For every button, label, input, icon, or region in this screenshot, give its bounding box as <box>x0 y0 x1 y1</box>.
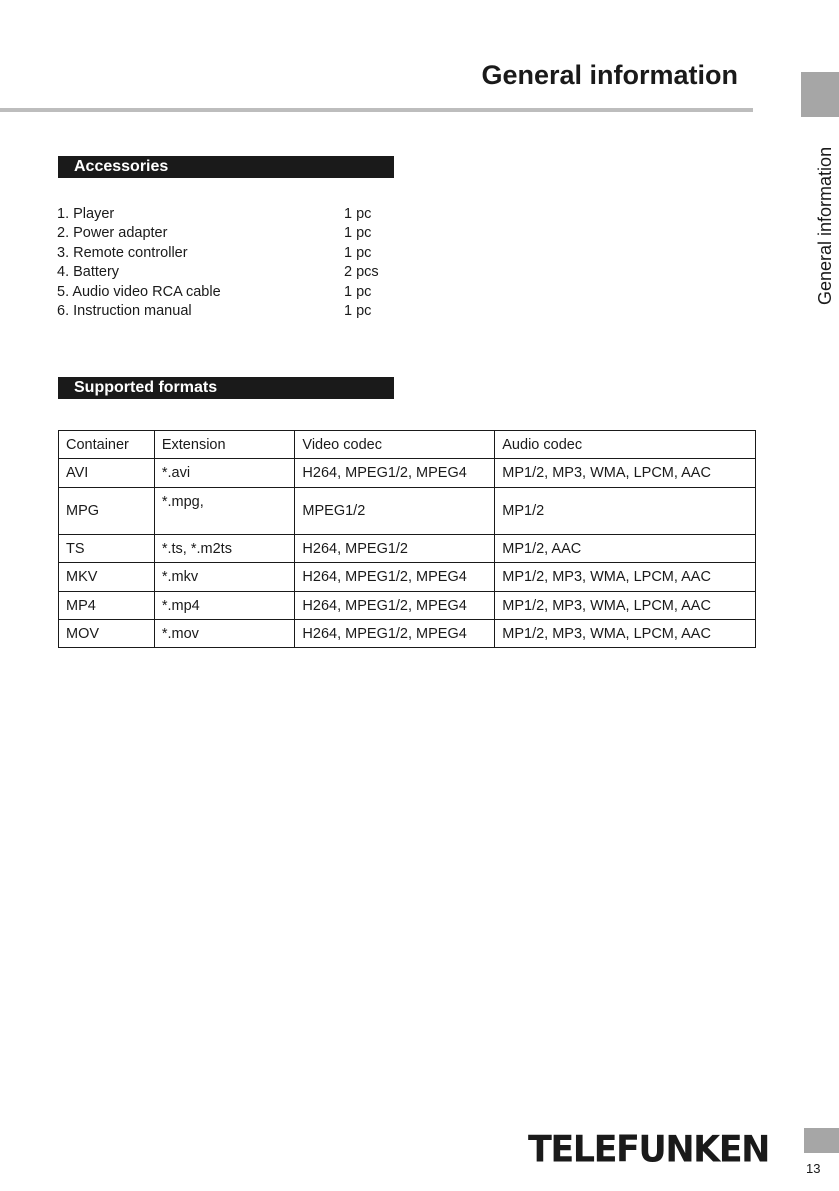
table-cell: *.mkv <box>154 563 295 592</box>
column-header: Audio codec <box>495 431 756 459</box>
table-cell: MP1/2, MP3, WMA, LPCM, AAC <box>495 620 756 648</box>
column-header: Extension <box>154 431 295 459</box>
table-row <box>59 488 756 535</box>
list-item <box>57 224 397 243</box>
accessory-qty: 2 pcs <box>344 264 379 281</box>
formats-heading: Supported formats <box>58 377 394 399</box>
table-cell: AVI <box>59 459 155 488</box>
page-number: 13 <box>806 1161 821 1176</box>
table-cell: MOV <box>59 620 155 648</box>
accessories-heading: Accessories <box>58 156 394 178</box>
accessory-qty: 1 pc <box>344 244 372 261</box>
formats-table <box>58 430 756 648</box>
title-rule <box>0 108 753 112</box>
accessories-list <box>57 205 397 321</box>
page-title: General information <box>481 60 738 90</box>
list-item <box>57 263 397 282</box>
table-row <box>59 620 756 648</box>
table-cell: *.mpg, <box>154 488 295 535</box>
table-row <box>59 563 756 592</box>
table-cell: *.avi <box>154 459 295 488</box>
list-item <box>57 244 397 263</box>
table-cell: TS <box>59 535 155 563</box>
side-tab-block <box>801 72 839 117</box>
page-number-block <box>804 1128 839 1153</box>
accessory-qty: 1 pc <box>344 225 372 242</box>
list-item <box>57 283 397 302</box>
list-item <box>57 205 397 224</box>
table-cell: H264, MPEG1/2, MPEG4 <box>295 592 495 620</box>
table-cell: *.mp4 <box>154 592 295 620</box>
accessory-name: 6. Instruction manual <box>57 302 192 319</box>
column-header: Container <box>59 431 155 459</box>
table-cell: MP1/2, AAC <box>495 535 756 563</box>
accessory-name: 4. Battery <box>57 264 120 281</box>
table-cell: MP4 <box>59 592 155 620</box>
table-cell: MKV <box>59 563 155 592</box>
table-cell: MPEG1/2 <box>295 488 495 535</box>
accessory-qty: 1 pc <box>344 283 372 300</box>
table-cell: MPG <box>59 488 155 535</box>
list-item <box>57 302 397 321</box>
table-header-row <box>59 431 756 459</box>
table-cell: MP1/2, MP3, WMA, LPCM, AAC <box>495 592 756 620</box>
table-cell: H264, MPEG1/2, MPEG4 <box>295 620 495 648</box>
accessory-name: 2. Power adapter <box>57 225 168 242</box>
table-row <box>59 459 756 488</box>
table-cell: *.ts, *.m2ts <box>154 535 295 563</box>
table-cell: H264, MPEG1/2, MPEG4 <box>295 563 495 592</box>
side-tab-label: General information <box>815 146 835 305</box>
table-cell: MP1/2, MP3, WMA, LPCM, AAC <box>495 563 756 592</box>
table-row <box>59 592 756 620</box>
accessory-name: 3. Remote controller <box>57 244 188 261</box>
accessory-qty: 1 pc <box>344 302 372 319</box>
accessory-name: 5. Audio video RCA cable <box>57 283 221 300</box>
accessory-qty: 1 pc <box>344 206 372 222</box>
table-cell: H264, MPEG1/2, MPEG4 <box>295 459 495 488</box>
table-cell: *.mov <box>154 620 295 648</box>
accessory-name: 1. Player <box>57 206 115 222</box>
table-row <box>59 535 756 563</box>
table-cell: MP1/2, MP3, WMA, LPCM, AAC <box>495 459 756 488</box>
table-cell: MP1/2 <box>495 488 756 535</box>
brand-logo: TELEFUNKEN <box>528 1129 769 1171</box>
column-header: Video codec <box>295 431 495 459</box>
table-cell: H264, MPEG1/2 <box>295 535 495 563</box>
